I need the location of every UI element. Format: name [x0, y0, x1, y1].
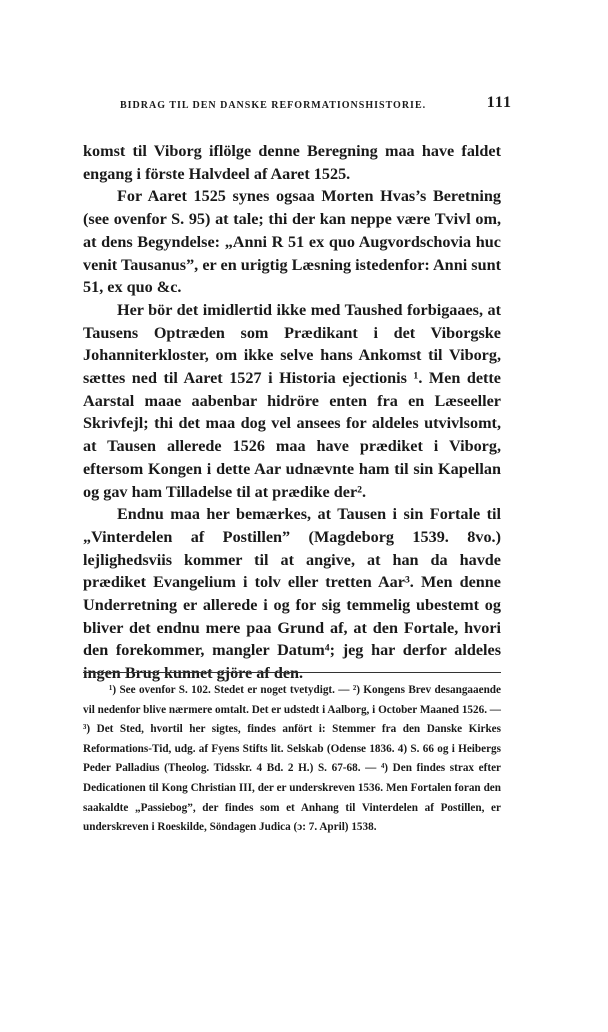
paragraph: For Aaret 1525 synes ogsaa Morten Hvas’s Beretning (see ovenfor S. 95) at tale; thi der kan neppe være Tvivl om, at dens Begyndelse: „Anni R 51 ex quo Augvordschovia huc venit Tausanus”, er en urigtig Læsning istedenfor: Anni sunt 51, ex quo &c. — [83, 187, 501, 297]
footnote-text: ¹) See ovenfor S. 102. Stedet er noget tvetydigt. — ²) Kongens Brev desangaaende vil nedenfor blive nærmere omtalt. Det er udstedt i Aalborg, i October Maaned 1526. — ³) Det Sted, hvortil her sigtes, findes anfört i: Stemmer fra den Danske Kirkes Reformations-Tid, udg. af Fyens Stifts lit. Selskab (Odense 1836. 4) S. 66 og i Heibergs Peder Palladius (Theolog. Tidsskr. 4 Bd. 2 H.) S. 67-68. — ⁴) Den findes strax efter Dedicationen til Kong Christian III, der er underskreven 1536. Men Fortalen foran den saakaldte „Passiebog”, der findes som et Anhang til Vinterdelen af Postillen, er underskreven i Roeskilde, Söndagen Judica (ɔ: 7. April) 1538. — [83, 684, 501, 834]
footnotes — [83, 681, 501, 838]
footnote-divider — [83, 672, 501, 673]
paragraph: Her bör det imidlertid ikke med Taushed forbigaaes, at Tausens Optræden som Prædikant i det Viborgske Johanniterkloster, om ikke selve hans Ankomst til Viborg, sættes ned til Aaret 1527 i Historia ejectionis ¹. Men dette Aarstal maae aabenbar hidröre enten fra en Læseeller Skrivfejl; thi det maa dog vel ansees for aldeles utvivlsomt, at Tausen allerede 1526 maa have prædiket i Viborg, eftersom Kongen i dette Aar udnævnte ham til sin Kapellan og gav ham Tilladelse til at prædike der². — [83, 300, 501, 501]
page-number: 111 — [486, 94, 512, 111]
body-text — [83, 140, 501, 685]
paragraph: komst til Viborg iflölge denne Beregning maa have faldet engang i förste Halvdeel af Aaret 1525. — [83, 142, 501, 183]
paragraph: Endnu maa her bemærkes, at Tausen i sin Fortale til „Vinterdelen af Postillen” (Magdeborg 1539. 8vo.) lejlighedsviis kommer til at angive, at han da havde prædiket Evangelium i tolv eller tretten Aar³. Men denne Underretning er allerede i og for sig temmelig ubestemt og bliver det endnu mere paa Grund af, at den Fortale, hvori den forekommer, mangler Datum⁴; jeg har derfor aldeles ingen Brug kunnet gjöre af den. — [83, 505, 501, 683]
running-head — [120, 92, 512, 118]
running-head-title: BIDRAG TIL DEN DANSKE REFORMATIONSHISTORIE. — [120, 100, 427, 111]
